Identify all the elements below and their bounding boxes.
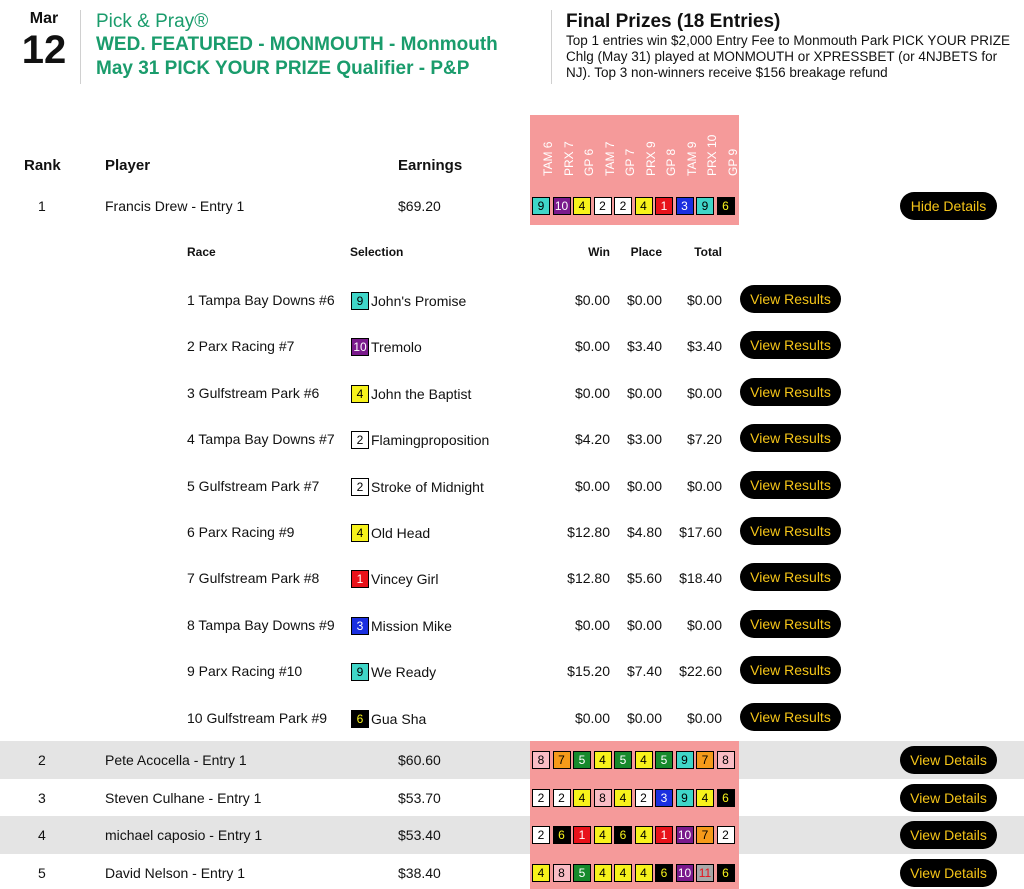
entry-rank: 2 — [38, 752, 46, 768]
detail-selection — [351, 710, 426, 728]
pick-chip: 9 — [532, 197, 550, 215]
horse-name: Gua Sha — [371, 710, 427, 727]
entry-rank: 5 — [38, 865, 46, 881]
detail-total: $7.20 — [686, 431, 722, 448]
detail-selection — [351, 663, 436, 681]
view-details-button[interactable]: View Details — [900, 784, 997, 812]
pick-chip: 4 — [696, 789, 714, 807]
detail-race: 9 Parx Racing #10 — [187, 663, 303, 680]
detail-total: $0.00 — [686, 616, 722, 633]
detail-row — [0, 648, 1024, 694]
detail-win: $4.20 — [574, 431, 610, 448]
pick-chip: 4 — [594, 826, 612, 844]
detail-total: $0.00 — [686, 477, 722, 494]
detail-place: $0.00 — [626, 292, 662, 308]
race-label-text: GP 9 — [725, 148, 740, 176]
pick-chip: 6 — [717, 197, 735, 215]
race-label — [614, 115, 638, 189]
pick-chip: 9 — [676, 789, 694, 807]
horse-name: Old Head — [371, 525, 431, 541]
horse-name: Mission Mike — [371, 617, 452, 634]
detail-row — [0, 463, 1024, 509]
race-label — [553, 115, 574, 189]
leaderboard-row — [0, 816, 1024, 854]
race-label — [594, 115, 615, 189]
entry-picks — [530, 187, 739, 225]
leaderboard-row — [0, 741, 1024, 779]
race-label-text: TAM 9 — [684, 141, 699, 176]
entry-player: Francis Drew - Entry 1 — [105, 198, 245, 214]
rank-header: Rank — [24, 157, 61, 174]
pick-chip: 1 — [655, 826, 673, 844]
detail-selection — [351, 478, 484, 496]
selection-chip: 9 — [351, 292, 369, 310]
detail-place: $0.00 — [626, 477, 662, 494]
horse-name: Stroke of Midnight — [371, 478, 484, 495]
details-place-header: Place — [630, 245, 662, 259]
details-race-header: Race — [187, 245, 216, 259]
pick-chip: 5 — [573, 751, 591, 769]
pick-chip: 2 — [717, 826, 735, 844]
detail-win: $12.80 — [567, 524, 610, 540]
detail-win: $0.00 — [574, 709, 610, 726]
view-details-button[interactable]: View Details — [900, 821, 997, 849]
detail-win: $0.00 — [574, 616, 610, 633]
date-month: Mar — [29, 10, 59, 27]
race-label-text: GP 6 — [582, 148, 597, 176]
pick-chip: 2 — [532, 789, 550, 807]
entry-player: David Nelson - Entry 1 — [105, 865, 246, 881]
entry-earnings: $53.70 — [398, 790, 441, 806]
detail-win: $0.00 — [574, 384, 610, 401]
divider — [80, 10, 81, 84]
detail-selection — [351, 292, 466, 310]
pick-chip: 8 — [594, 789, 612, 807]
prize-info — [566, 10, 1016, 81]
detail-race: 3 Gulfstream Park #6 — [187, 384, 320, 401]
pick-chip: 2 — [532, 826, 550, 844]
detail-total: $0.00 — [686, 292, 722, 308]
detail-place: $3.00 — [626, 431, 662, 448]
pick-chip: 4 — [614, 864, 632, 882]
pick-chip: 9 — [676, 751, 694, 769]
pick-chip: 8 — [532, 751, 550, 769]
selection-chip: 2 — [351, 431, 369, 449]
view-results-button[interactable]: View Results — [740, 424, 841, 452]
race-label-text: PRX 9 — [643, 141, 658, 176]
detail-race: 2 Parx Racing #7 — [187, 338, 295, 355]
detail-selection — [351, 617, 452, 635]
detail-total: $22.60 — [679, 663, 722, 680]
selection-chip: 9 — [351, 663, 369, 681]
view-results-button[interactable]: View Results — [740, 378, 841, 406]
prize-title: Final Prizes (18 Entries) — [566, 11, 781, 32]
view-results-button[interactable]: View Results — [740, 517, 841, 545]
entry-earnings: $69.20 — [398, 198, 441, 214]
view-details-button[interactable]: View Details — [900, 859, 997, 887]
detail-selection — [351, 338, 422, 356]
entry-rank: 1 — [38, 198, 46, 214]
hide-details-button[interactable]: Hide Details — [900, 192, 997, 220]
pick-chip: 4 — [635, 826, 653, 844]
contest-date — [16, 10, 72, 70]
detail-place: $0.00 — [626, 709, 662, 726]
entry-player: michael caposio - Entry 1 — [105, 827, 263, 843]
selection-chip: 10 — [351, 338, 369, 356]
race-label-text: GP 8 — [664, 148, 679, 176]
pick-chip: 10 — [676, 826, 694, 844]
player-header: Player — [105, 157, 151, 174]
race-label — [573, 115, 597, 189]
prize-description: Top 1 entries win $2,000 Entry Fee to Monmouth Park PICK YOUR PRIZE Chlg (May 31) played at MONMOUTH or XPRESSBET (or 4NJBETS for NJ). Top 3 non-winners receive $156 breakage refund — [566, 33, 1010, 80]
contest-title — [96, 10, 546, 81]
horse-name: Flamingproposition — [371, 432, 490, 449]
detail-row — [0, 370, 1024, 416]
detail-place: $5.60 — [626, 570, 662, 587]
brand-name: Pick & Pray® — [96, 11, 209, 32]
pick-chip: 4 — [594, 864, 612, 882]
pick-chip: 5 — [573, 864, 591, 882]
pick-chip: 4 — [635, 751, 653, 769]
date-day: 12 — [21, 28, 67, 72]
detail-row — [0, 323, 1024, 369]
detail-win: $12.80 — [567, 570, 610, 587]
entry-earnings: $53.40 — [398, 827, 441, 843]
entry-earnings: $38.40 — [398, 865, 441, 881]
pick-chip: 2 — [594, 197, 612, 215]
view-details-button[interactable]: View Details — [900, 746, 997, 774]
pick-chip: 3 — [676, 197, 694, 215]
pick-chip: 8 — [553, 864, 571, 882]
pick-chip: 1 — [655, 197, 673, 215]
pick-chip: 10 — [553, 197, 571, 215]
entry-picks — [530, 779, 739, 817]
pick-chip: 5 — [655, 751, 673, 769]
selection-chip: 1 — [351, 570, 369, 588]
entry-earnings: $60.60 — [398, 752, 441, 768]
detail-place: $0.00 — [626, 384, 662, 401]
pick-chip: 4 — [573, 197, 591, 215]
pick-chip: 3 — [655, 789, 673, 807]
details-selection-header: Selection — [350, 245, 404, 259]
detail-total: $3.40 — [686, 338, 722, 355]
race-label — [532, 115, 556, 189]
pick-chip: 6 — [553, 826, 571, 844]
detail-selection — [351, 570, 438, 588]
detail-selection — [351, 385, 471, 403]
detail-total: $17.60 — [679, 524, 722, 540]
pick-chip: 6 — [655, 864, 673, 882]
pick-chip: 4 — [635, 864, 653, 882]
race-label — [717, 115, 738, 189]
pick-chip: 4 — [594, 751, 612, 769]
horse-name: We Ready — [371, 664, 437, 681]
detail-row — [0, 277, 1024, 323]
pick-chip: 2 — [614, 197, 632, 215]
detail-place: $3.40 — [626, 338, 662, 355]
pick-chip: 7 — [553, 751, 571, 769]
detail-place: $4.80 — [626, 524, 662, 540]
entry-player: Steven Culhane - Entry 1 — [105, 790, 262, 806]
detail-total: $0.00 — [686, 384, 722, 401]
race-label-text: PRX 10 — [705, 134, 720, 176]
horse-name: John's Promise — [371, 293, 467, 309]
detail-row — [0, 416, 1024, 462]
entry-player: Pete Acocella - Entry 1 — [105, 752, 247, 768]
pick-chip: 2 — [635, 789, 653, 807]
view-results-button[interactable]: View Results — [740, 285, 841, 313]
pick-chip: 4 — [573, 789, 591, 807]
race-label-text: TAM 6 — [541, 141, 556, 176]
detail-total: $0.00 — [686, 709, 722, 726]
earnings-header: Earnings — [398, 157, 463, 174]
selection-chip: 6 — [351, 710, 369, 728]
detail-row — [0, 602, 1024, 648]
pick-chip: 6 — [614, 826, 632, 844]
leaderboard-row — [0, 854, 1024, 889]
view-results-button[interactable]: View Results — [740, 331, 841, 359]
detail-win: $0.00 — [574, 477, 610, 494]
details-win-header: Win — [588, 245, 610, 259]
pick-chip: 4 — [532, 864, 550, 882]
entry-rank: 3 — [38, 790, 46, 806]
selection-chip: 3 — [351, 617, 369, 635]
detail-selection — [351, 431, 489, 449]
pick-chip: 4 — [635, 197, 653, 215]
race-label — [676, 115, 697, 189]
detail-place: $7.40 — [626, 663, 662, 680]
leaderboard-row — [0, 187, 1024, 225]
view-results-button[interactable]: View Results — [740, 471, 841, 499]
horse-name: John the Baptist — [371, 385, 472, 402]
detail-race: 7 Gulfstream Park #8 — [187, 570, 320, 587]
race-label-text: PRX 7 — [561, 141, 576, 176]
detail-win: $0.00 — [574, 338, 610, 355]
contest-name-line1: WED. FEATURED - MONMOUTH - Monmouth — [96, 34, 498, 55]
detail-total: $18.40 — [679, 570, 722, 587]
pick-chip: 6 — [717, 789, 735, 807]
detail-win: $15.20 — [567, 663, 610, 680]
race-label-text: GP 7 — [623, 148, 638, 176]
pick-chip: 11 — [696, 864, 714, 882]
pick-chip: 4 — [614, 789, 632, 807]
race-label-text: TAM 7 — [602, 141, 617, 176]
detail-row — [0, 509, 1024, 555]
view-results-button[interactable]: View Results — [740, 703, 841, 731]
pick-chip: 1 — [573, 826, 591, 844]
detail-race: 10 Gulfstream Park #9 — [187, 709, 328, 726]
selection-chip: 4 — [351, 524, 369, 542]
race-label — [655, 115, 679, 189]
view-results-button[interactable]: View Results — [740, 610, 841, 638]
selection-chip: 4 — [351, 385, 369, 403]
selection-chip: 2 — [351, 478, 369, 496]
entry-picks — [530, 741, 739, 779]
detail-race: 6 Parx Racing #9 — [187, 524, 295, 540]
pick-chip: 10 — [676, 864, 694, 882]
entry-picks — [530, 854, 739, 889]
entry-picks — [530, 816, 739, 854]
view-results-button[interactable]: View Results — [740, 563, 841, 591]
detail-win: $0.00 — [574, 292, 610, 308]
horse-name: Vincey Girl — [371, 571, 439, 588]
pick-chip: 5 — [614, 751, 632, 769]
pick-chip: 8 — [717, 751, 735, 769]
race-label — [696, 115, 720, 189]
details-total-header: Total — [694, 245, 722, 259]
horse-name: Tremolo — [371, 339, 422, 356]
detail-row — [0, 695, 1024, 741]
detail-place: $0.00 — [626, 616, 662, 633]
race-label — [635, 115, 656, 189]
leaderboard-row — [0, 779, 1024, 817]
contest-name-line2: May 31 PICK YOUR PRIZE Qualifier - P&P — [96, 58, 470, 79]
race-header — [530, 115, 739, 189]
detail-race: 4 Tampa Bay Downs #7 — [187, 431, 335, 448]
detail-selection — [351, 524, 430, 542]
entry-rank: 4 — [38, 827, 46, 843]
detail-row — [0, 555, 1024, 601]
detail-race: 1 Tampa Bay Downs #6 — [187, 292, 335, 308]
pick-chip: 7 — [696, 751, 714, 769]
view-results-button[interactable]: View Results — [740, 656, 841, 684]
detail-race: 5 Gulfstream Park #7 — [187, 477, 320, 494]
pick-chip: 7 — [696, 826, 714, 844]
detail-race: 8 Tampa Bay Downs #9 — [187, 616, 335, 633]
divider — [551, 10, 552, 84]
pick-chip: 2 — [553, 789, 571, 807]
pick-chip: 6 — [717, 864, 735, 882]
pick-chip: 9 — [696, 197, 714, 215]
